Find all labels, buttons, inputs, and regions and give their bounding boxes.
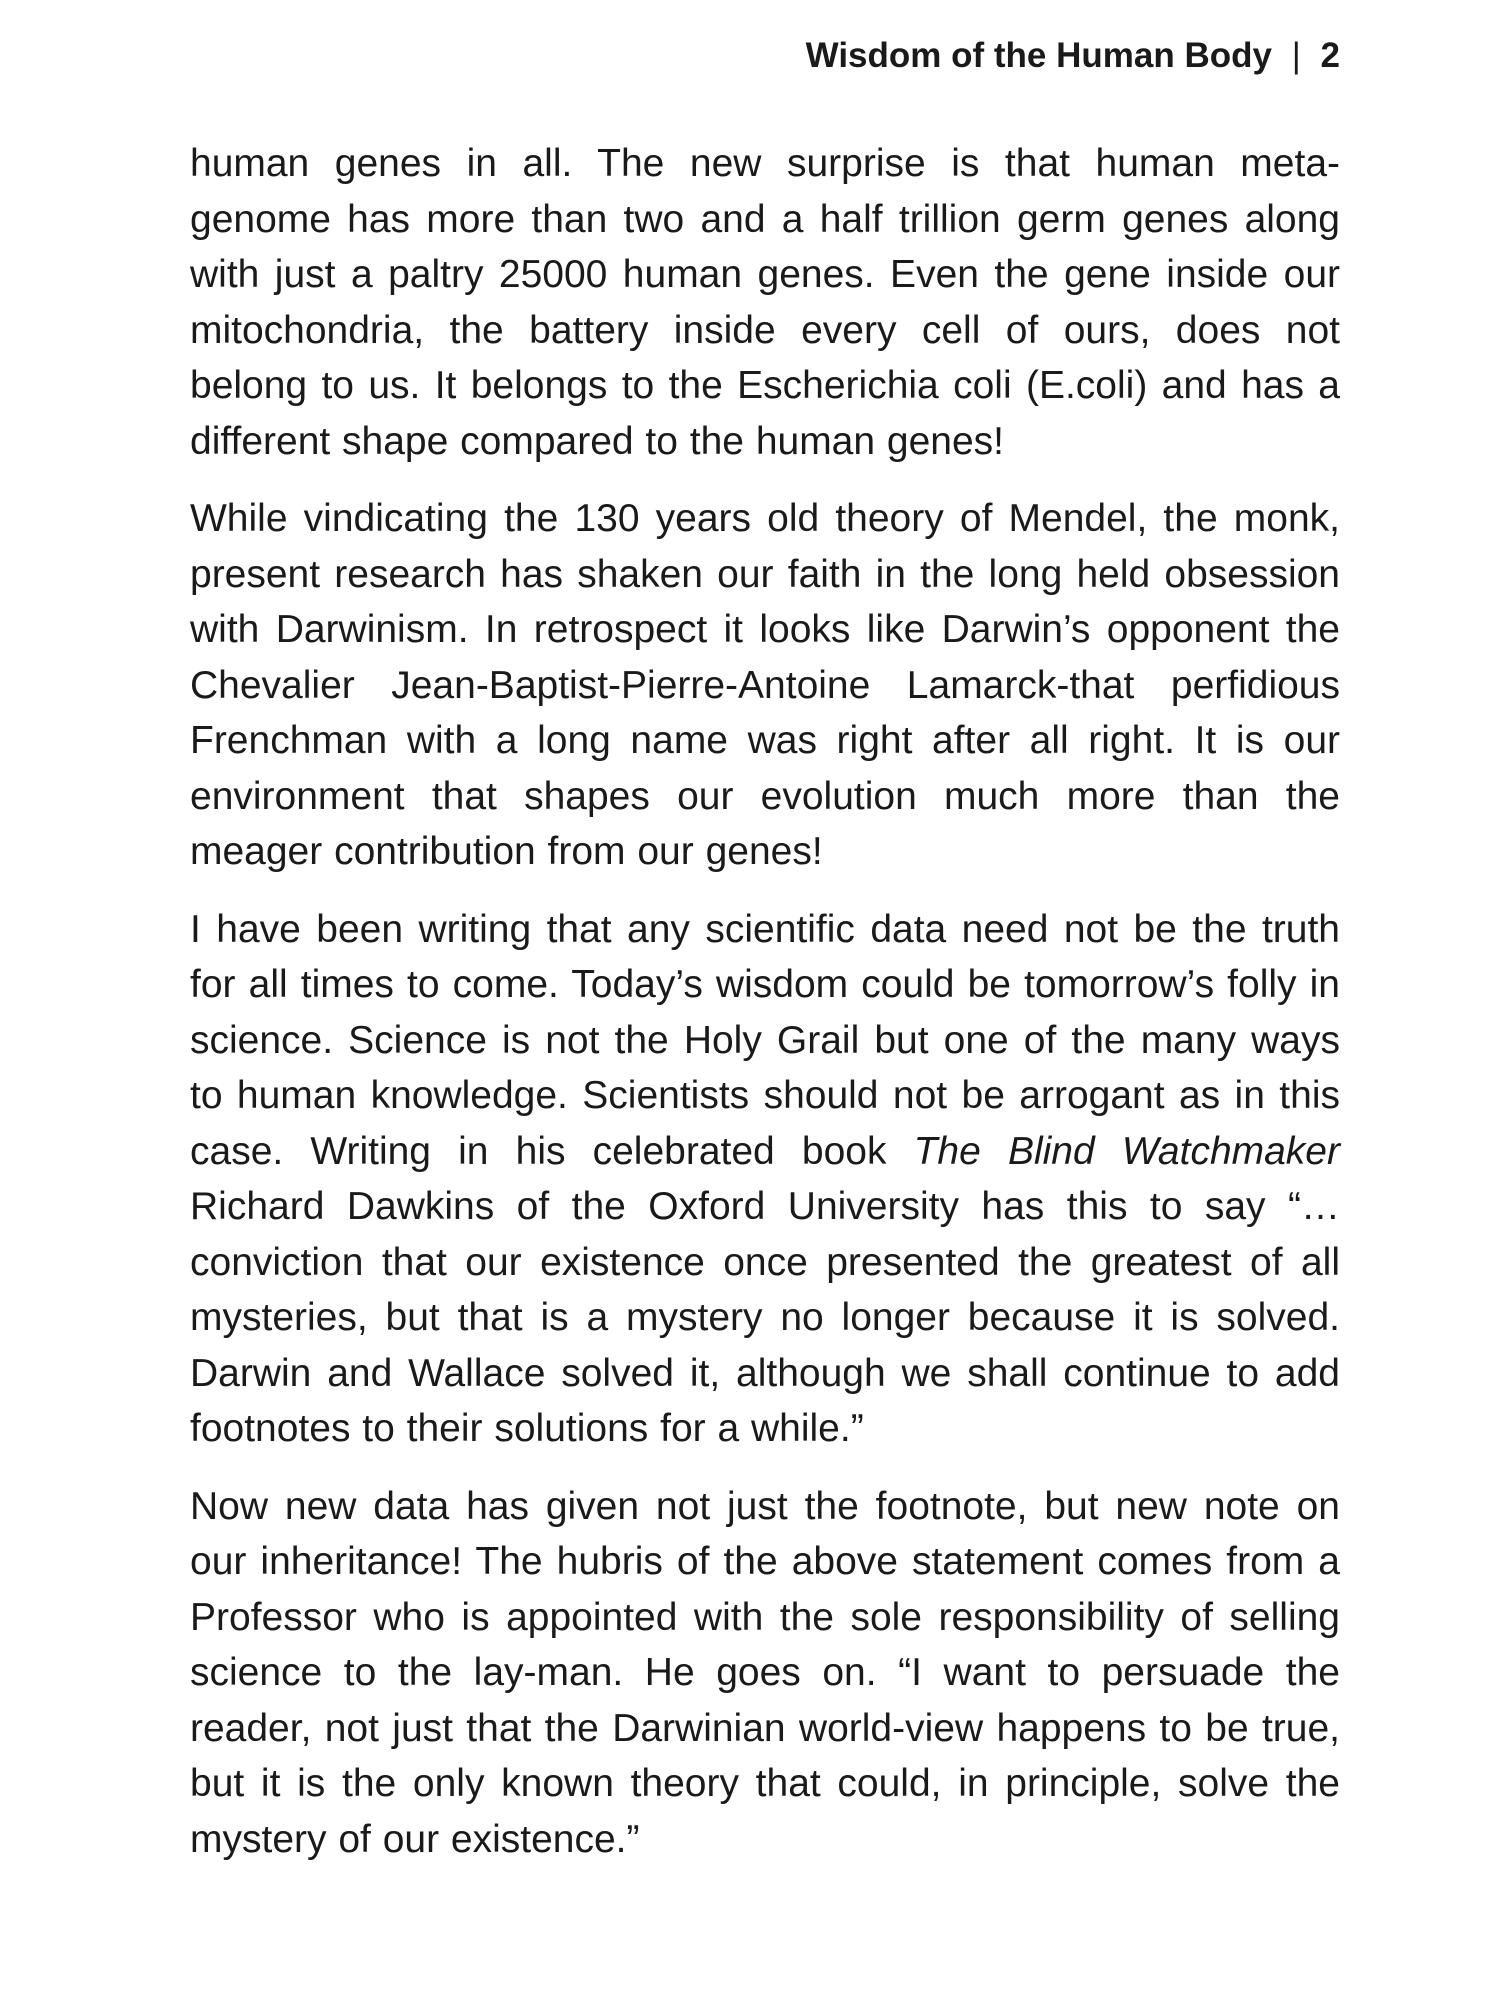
paragraph-genes: human genes in all. The new surprise is that human meta-genome has more than two and a half trillion germ genes along with just a paltry 25000 human genes. Even the gene inside our mitochondria, the battery inside every cell of ours, does not belong to us. It belongs to the Escherichia coli (E.coli) and has a different shape compared to the human genes!	[190, 142, 1340, 463]
header-separator: |	[1291, 36, 1301, 75]
paragraph-dawkins-before: I have been writing that any scientific data need not be the truth for all times to come. Today’s wisdom could be tomorrow’s folly in science. Science is not the Holy Grail but one of the many ways to human knowledge. Scientists should not be arrogant as in this case. Writing in his celebrated book	[190, 907, 1340, 1173]
paragraph-dawkins	[190, 902, 1340, 1457]
body-text	[190, 136, 1340, 1889]
page-number: 2	[1320, 36, 1340, 75]
cited-book-title: The Blind Watchmaker	[913, 1129, 1340, 1173]
running-header	[806, 36, 1340, 76]
paragraph-dawkins-after: Richard Dawkins of the Oxford University has this to say “…conviction that our existence once presented the greatest of all mysteries, but that is a mystery no longer because it is solved. Darwin and Wallace solved it, although we shall continue to add footnotes to their solutions for a while.”	[190, 1185, 1340, 1450]
book-title: Wisdom of the Human Body	[805, 36, 1272, 75]
paragraph-mendel: While vindicating the 130 years old theory of Mendel, the monk, present research has shaken our faith in the long held obsession with Darwinism. In retrospect it looks like Darwin’s opponent the Chevalier Jean-Baptist-Pierre-Antoine Lamarck-that perfidious Frenchman with a long name was right after all right. It is our environment that shapes our evolution much more than the meager contribution from our genes!	[190, 497, 1340, 873]
paragraph-inheritance: Now new data has given not just the footnote, but new note on our inheritance! The hubris of the above statement comes from a Professor who is appointed with the sole responsibility of selling science to the lay-man. He goes on. “I want to persuade the reader, not just that the Darwinian world-view happens to be true, but it is the only known theory that could, in principle, solve the mystery of our existence.”	[190, 1484, 1340, 1861]
